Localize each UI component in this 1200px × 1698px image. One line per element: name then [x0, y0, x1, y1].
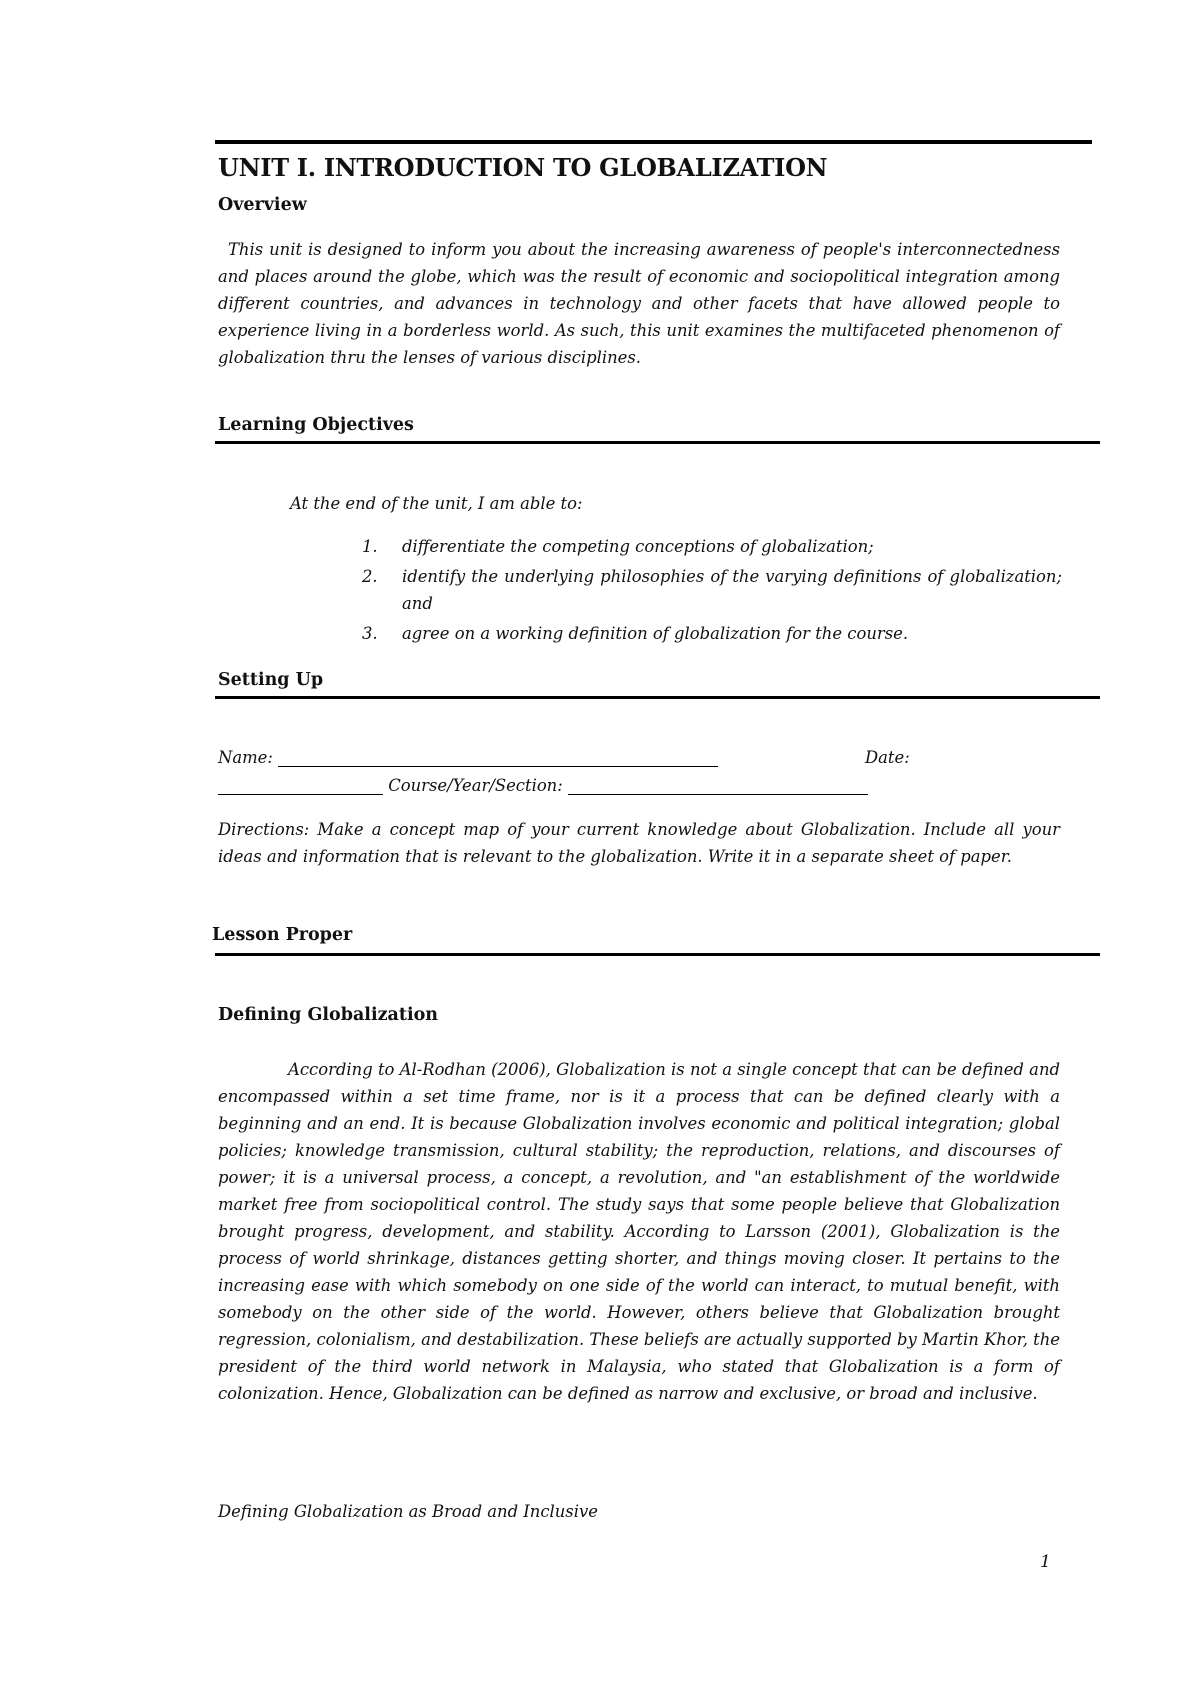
learning-objectives-rule [215, 441, 1100, 444]
list-item-text: differentiate the competing conceptions of globalization; [402, 537, 874, 556]
directions-text: Directions: Make a concept map of your current knowledge about Globalization. Include all your ideas and information that is relevant to the globalization. Write it in a separate sheet of paper. [218, 820, 1060, 866]
name-label: Name: [218, 748, 273, 767]
course-blank[interactable] [568, 776, 868, 795]
list-item-number: 1. [362, 537, 378, 556]
name-row [218, 748, 718, 767]
date-label: Date: [865, 748, 910, 767]
lesson-proper-heading: Lesson Proper [212, 925, 353, 945]
lesson-proper-rule [215, 953, 1100, 956]
date-blank[interactable] [218, 776, 383, 795]
name-blank[interactable] [278, 748, 718, 767]
defining-globalization-heading: Defining Globalization [218, 1005, 438, 1025]
list-item-number: 3. [362, 624, 378, 643]
top-rule [215, 140, 1092, 144]
overview-text: This unit is designed to inform you about the increasing awareness of people's interconnectedness and places around the globe, which was the result of economic and sociopolitical integration among different countries, and advances in technology and other facets that have allowed people to experience living in a borderless world. As such, this unit examines the multifaceted phenomenon of globalization thru the lenses of various disciplines. [218, 240, 1060, 367]
broad-inclusive-subheading: Defining Globalization as Broad and Inclusive [218, 1502, 598, 1521]
unit-title: UNIT I. INTRODUCTION TO GLOBALIZATION [218, 153, 828, 182]
learning-objectives-heading: Learning Objectives [218, 415, 414, 435]
setting-up-heading: Setting Up [218, 670, 324, 690]
date-row [865, 748, 910, 767]
list-item-text: agree on a working definition of globalization for the course. [402, 624, 909, 643]
objectives-lead-in: At the end of the unit, I am able to: [290, 494, 583, 513]
lesson-text: According to Al-Rodhan (2006), Globalization is not a single concept that can be defined and encompassed within a set time frame, nor is it a process that can be defined clearly with a beginning and an end. It is because Globalization involves economic and political integration; global policies; knowledge transmission, cultural stability; the reproduction, relations, and discourses of power; it is a universal process, a concept, a revolution, and "an establishment of the worldwide market free from sociopolitical control. The study says that some people believe that Globalization brought progress, development, and stability. According to Larsson (2001), Globalization is the process of world shrinkage, distances getting shorter, and things moving closer. It pertains to the increasing ease with which somebody on one side of the world can interact, to mutual benefit, with somebody on the other side of the world. However, others believe that Globalization brought regression, colonialism, and destabilization. These beliefs are actually supported by Martin Khor, the president of the third world network in Malaysia, who stated that Globalization is a form of colonization. Hence, Globalization can be defined as narrow and exclusive, or broad and inclusive. [218, 1060, 1060, 1403]
objectives-list [362, 533, 1062, 650]
list-item [362, 563, 1062, 617]
course-row [218, 776, 868, 795]
course-label: Course/Year/Section: [388, 776, 563, 795]
setting-up-rule [215, 696, 1100, 699]
list-item-number: 2. [362, 567, 378, 586]
list-item [362, 533, 1062, 560]
overview-heading: Overview [218, 195, 307, 215]
list-item-text: identify the underlying philosophies of the varying definitions of globalization; and [402, 567, 1062, 613]
list-item [362, 620, 1062, 647]
page-number: 1 [1040, 1552, 1051, 1572]
